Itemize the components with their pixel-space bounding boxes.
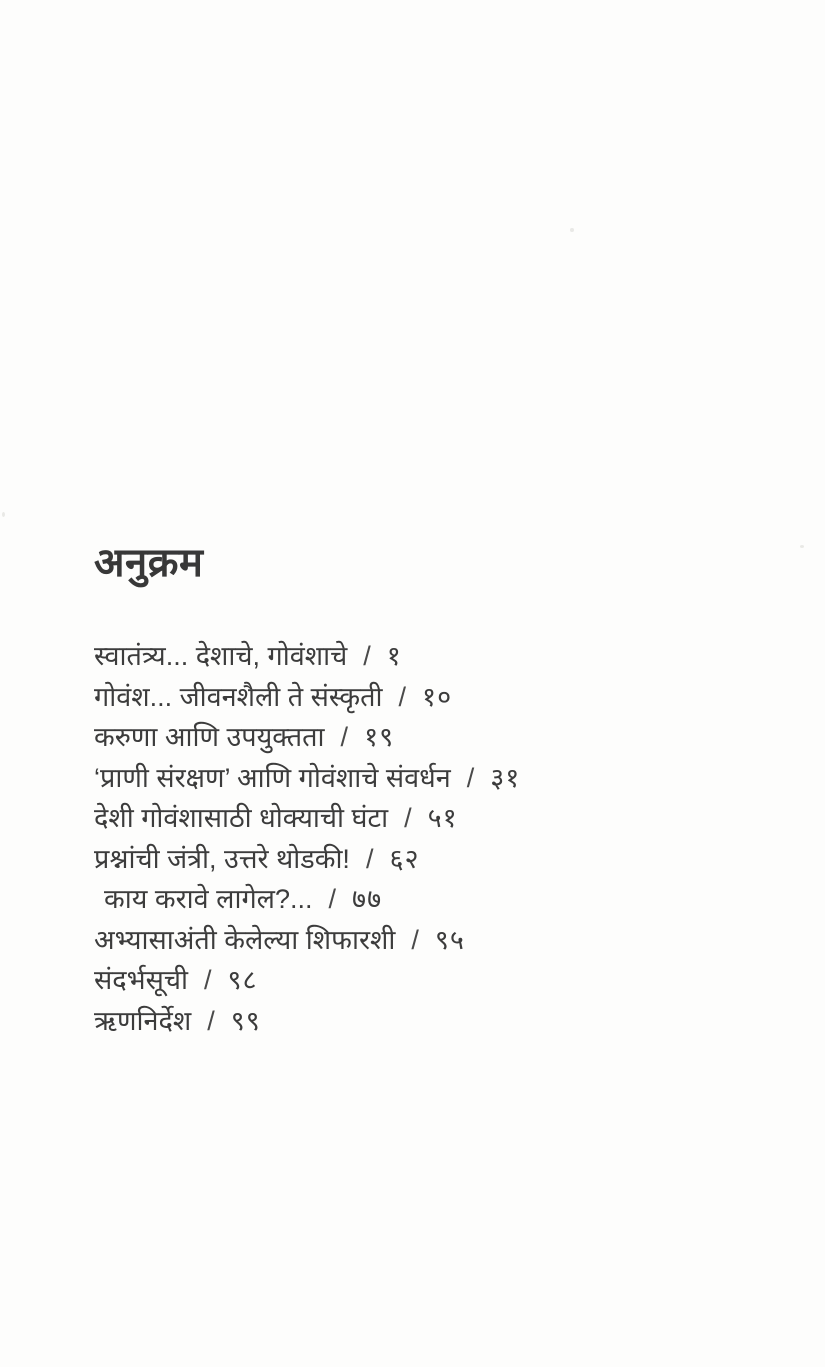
toc-list [94, 636, 765, 1041]
toc-entry-page: ७७ [352, 884, 383, 914]
toc-separator: / [365, 843, 374, 874]
toc-entry-page: ५१ [427, 803, 458, 833]
toc-entry [94, 960, 765, 1001]
toc-separator: / [411, 924, 419, 955]
scan-speck [570, 228, 574, 232]
toc-separator: / [398, 681, 407, 712]
toc-entry [94, 677, 765, 718]
toc-entry-page: ९९ [230, 1005, 261, 1036]
toc-entry-title: संदर्भसूची [94, 965, 188, 995]
toc-entry [94, 717, 765, 758]
toc-separator: / [404, 803, 412, 833]
toc-entry-page: १० [422, 681, 453, 712]
toc-entry-title: ‘प्राणी संरक्षण’ आणि गोवंशाचे संवर्धन [94, 762, 451, 793]
toc-separator: / [328, 884, 337, 914]
toc-entry-title: देशी गोवंशासाठी धोक्याची घंटा [94, 803, 389, 833]
toc-entry-page: ६२ [389, 843, 420, 874]
toc-separator: / [363, 641, 371, 671]
toc-entry [94, 636, 765, 677]
toc-entry-page: ९८ [227, 965, 258, 995]
toc-entry-page: ९५ [434, 924, 465, 955]
toc-entry [94, 920, 765, 961]
toc-entry [94, 798, 765, 839]
page-title: अनुक्रम [94, 541, 204, 585]
scan-speck [2, 512, 5, 517]
toc-entry-title: गोवंश... जीवनशैली ते संस्कृती [94, 681, 383, 712]
toc-entry [94, 1001, 765, 1042]
toc-separator: / [203, 965, 212, 995]
toc-separator: / [207, 1005, 215, 1036]
toc-entry-title: अभ्यासाअंती केलेल्या शिफारशी [94, 924, 396, 955]
toc-entry-title: ऋणनिर्देश [94, 1005, 192, 1036]
toc-separator: / [340, 722, 349, 752]
toc-entry-title: करुणा आणि उपयुक्तता [94, 722, 325, 752]
scan-speck [800, 545, 804, 548]
toc-content [94, 540, 765, 1041]
toc-entry-title: काय करावे लागेल?... [104, 884, 313, 914]
toc-entry-title: प्रश्नांची जंत्री, उत्तरे थोडकी! [94, 843, 350, 874]
toc-separator: / [466, 762, 475, 793]
toc-entry [94, 879, 765, 920]
toc-entry [94, 758, 765, 799]
toc-entry-page: ३१ [490, 762, 521, 793]
toc-entry-title: स्वातंत्र्य... देशाचे, गोवंशाचे [94, 641, 348, 671]
toc-entry-page: १९ [364, 722, 395, 752]
toc-entry-page: १ [386, 641, 402, 671]
toc-entry [94, 839, 765, 880]
